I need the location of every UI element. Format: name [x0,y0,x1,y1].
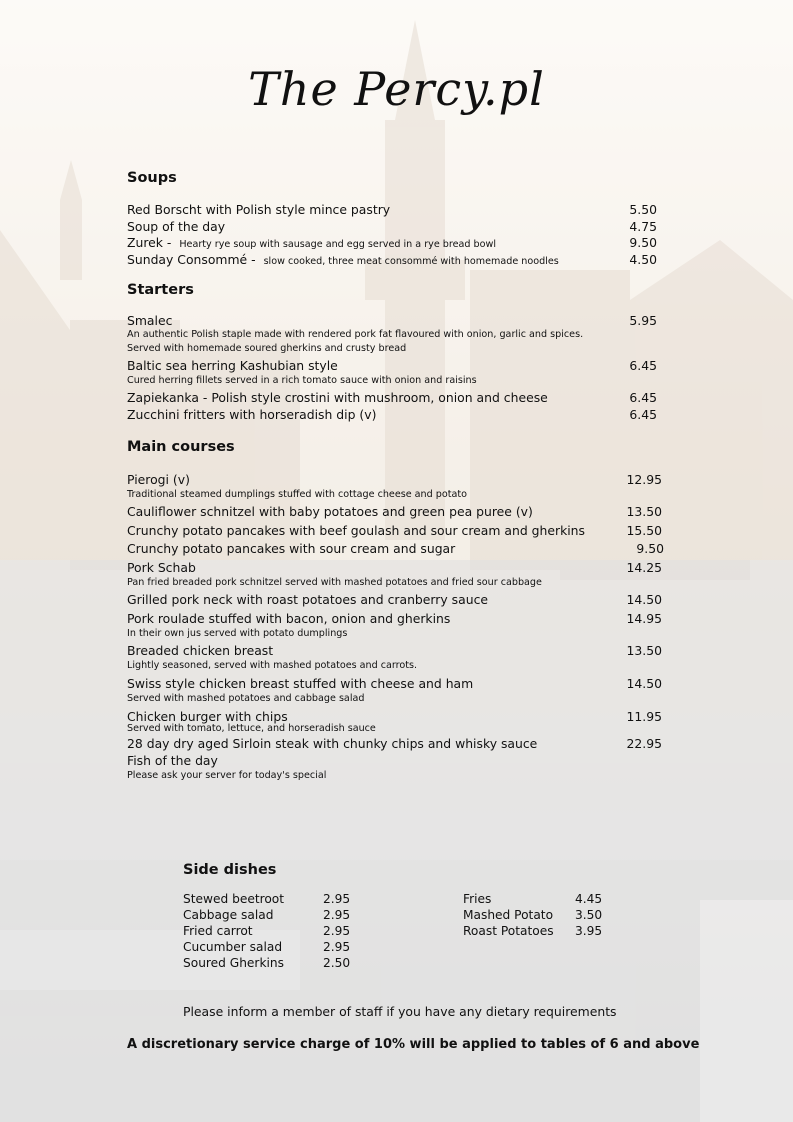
item-description: In their own jus served with potato dumplings [127,628,348,639]
item-price: 6.45 [629,390,657,405]
side-price: 2.95 [323,892,351,906]
item-name: Pork Schab [127,560,196,575]
item-name: Fish of the day [127,753,218,768]
item-name: Pierogi (v) [127,472,190,487]
item-price: 14.95 [626,611,662,626]
item-name: Crunchy potato pancakes with sour cream and sugar [127,541,456,556]
item-name: Pork roulade stuffed with bacon, onion and gherkins [127,611,451,626]
item-name: Smalec [127,313,173,328]
menu-item [127,407,667,422]
item-price: 14.25 [626,560,662,575]
item-price: 14.50 [626,676,662,691]
menu-item [127,252,667,269]
side-price: 2.95 [323,924,351,938]
menu-item [127,523,667,538]
item-name: Zapiekanka - Polish style crostini with mushroom, onion and cheese [127,390,548,405]
menu-item [127,592,667,607]
item-price: 6.45 [629,407,657,422]
item-description: Please ask your server for today's special [127,770,327,781]
item-name: Grilled pork neck with roast potatoes and cranberry sauce [127,592,489,607]
side-name: Cucumber salad [183,940,283,954]
menu-item [127,753,667,768]
restaurant-logo: The Percy.pl [248,62,545,116]
item-name: Crunchy potato pancakes with beef goulash and sour cream and gherkins [127,523,585,538]
item-name: Cauliflower schnitzel with baby potatoes and green pea puree (v) [127,504,533,519]
section-title-starters: Starters [127,282,194,298]
item-price: 13.50 [626,643,662,658]
item-name: Chicken burger with chips [127,709,288,724]
item-price: 22.95 [626,736,662,751]
menu-item [127,611,667,626]
side-price: 2.50 [323,956,351,970]
item-price: 5.95 [629,313,657,328]
section-title-sides: Side dishes [183,862,277,878]
menu-item [127,472,667,487]
dietary-notice: Please inform a member of staff if you have any dietary requirements [183,1004,617,1019]
section-title-mains: Main courses [127,439,235,455]
side-name: Fries [463,892,492,906]
item-price: 11.95 [626,709,662,724]
menu-item [127,643,667,658]
side-price: 2.95 [323,940,351,954]
service-charge-notice: A discretionary service charge of 10% will be applied to tables of 6 and above [127,1037,700,1052]
item-description: Traditional steamed dumplings stuffed with cottage cheese and potato [127,489,468,500]
item-name: Sunday Consommé - [127,252,256,267]
item-price: 15.50 [626,523,662,538]
side-name: Mashed Potato [463,908,554,922]
side-price: 3.95 [575,924,603,938]
menu-item [127,676,667,691]
item-name: 28 day dry aged Sirloin steak with chunky chips and whisky sauce [127,736,538,751]
item-name: Soup of the day [127,219,226,234]
item-price: 12.95 [626,472,662,487]
item-description: Cured herring fillets served in a rich tomato sauce with onion and raisins [127,375,477,386]
side-name: Soured Gherkins [183,956,284,970]
item-description: Served with mashed potatoes and cabbage salad [127,693,365,704]
item-description: An authentic Polish staple made with rendered pork fat flavoured with onion, garlic and spices. [127,329,584,340]
item-price: 9.50 [636,541,664,556]
item-name: Zurek - [127,235,172,250]
side-price: 2.95 [323,908,351,922]
item-description: Served with homemade soured gherkins and crusty bread [127,343,407,354]
menu-item [127,390,667,405]
item-name: Breaded chicken breast [127,643,274,658]
side-name: Roast Potatoes [463,924,554,938]
item-price: 4.50 [629,252,657,267]
menu-item [127,202,667,217]
item-note: Hearty rye soup with sausage and egg served in a rye bread bowl [179,239,497,250]
side-name: Fried carrot [183,924,253,938]
menu-item [127,560,667,575]
item-price: 5.50 [629,202,657,217]
menu-item [127,709,667,724]
item-description: Served with tomato, lettuce, and horseradish sauce [127,723,376,734]
side-name: Cabbage salad [183,908,274,922]
item-price: 6.45 [629,358,657,373]
side-price: 3.50 [575,908,603,922]
menu-item [127,219,667,234]
side-name: Stewed beetroot [183,892,285,906]
menu-item [127,541,667,556]
menu-item [127,358,667,373]
item-description: Lightly seasoned, served with mashed potatoes and carrots. [127,660,418,671]
menu-item [127,313,667,328]
menu-item [127,235,667,252]
side-price: 4.45 [575,892,603,906]
item-description: Pan fried breaded pork schnitzel served with mashed potatoes and fried sour cabbage [127,577,542,588]
menu-item [127,736,667,751]
item-price: 14.50 [626,592,662,607]
item-name: Zucchini fritters with horseradish dip (v) [127,407,377,422]
section-title-soups: Soups [127,170,177,186]
item-price: 9.50 [629,235,657,250]
item-price: 13.50 [626,504,662,519]
item-price: 4.75 [629,219,657,234]
item-note: slow cooked, three meat consommé with homemade noodles [263,256,559,267]
item-name: Red Borscht with Polish style mince pastry [127,202,391,217]
item-name: Baltic sea herring Kashubian style [127,358,338,373]
menu-item [127,504,667,519]
item-name: Swiss style chicken breast stuffed with cheese and ham [127,676,474,691]
